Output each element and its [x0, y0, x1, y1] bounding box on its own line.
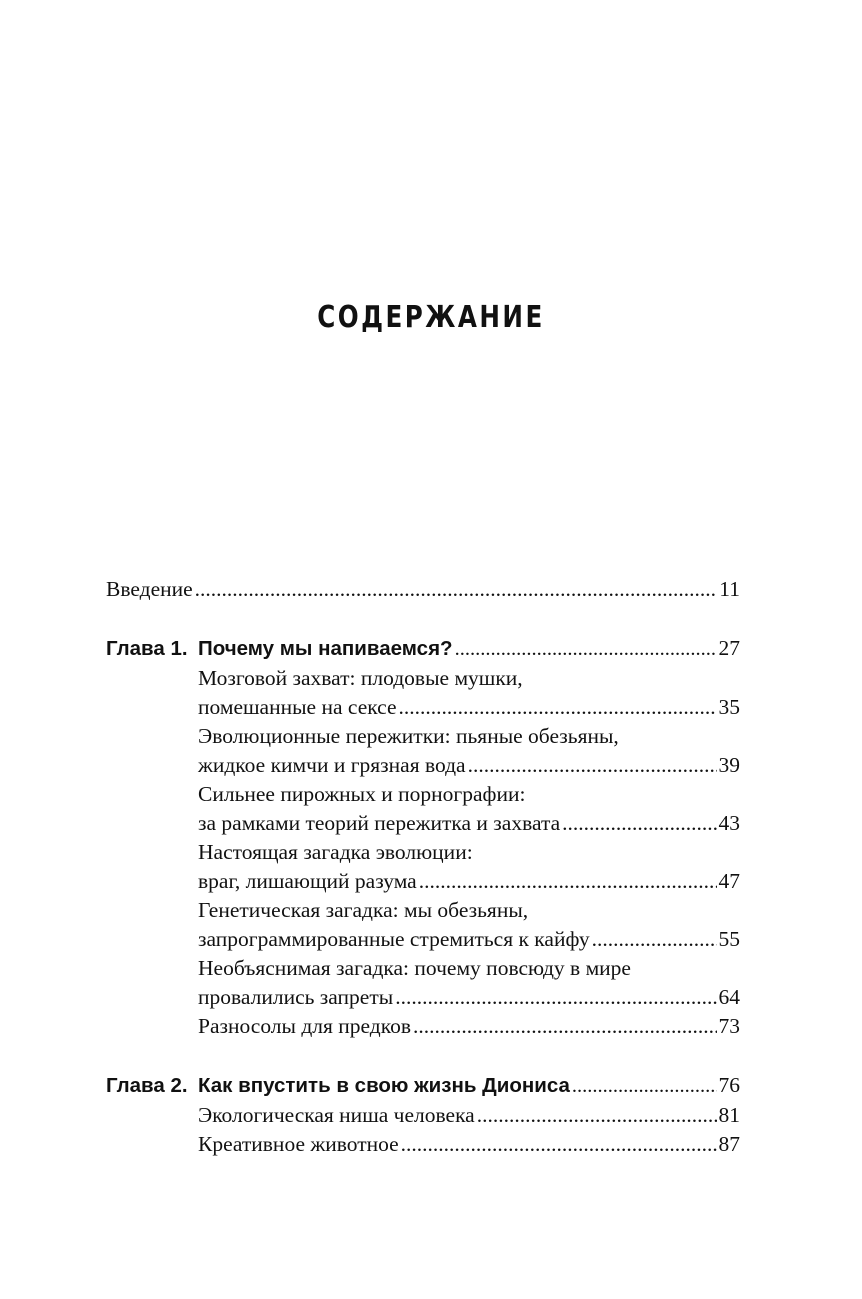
- dot-leader: [477, 1101, 717, 1130]
- section-title-line1: Сильнее пирожных и порнографии:: [198, 782, 526, 806]
- toc-page-number: 11: [719, 577, 740, 601]
- toc-page-number: 73: [718, 1014, 740, 1038]
- dot-leader: [195, 573, 718, 605]
- dot-leader: [401, 1130, 717, 1159]
- section-title: Креативное животное: [198, 1132, 399, 1156]
- section-title-line2: за рамками теорий пережитка и захвата: [198, 811, 561, 835]
- dot-leader: [468, 751, 717, 780]
- toc-section[interactable]: [106, 1012, 740, 1041]
- section-title-line2: жидкое кимчи и грязная вода: [198, 753, 466, 777]
- toc-entry-title: Введение: [106, 577, 193, 601]
- section-title-line1: Настоящая загадка эволюции:: [198, 840, 473, 864]
- dot-leader: [395, 983, 716, 1012]
- dot-leader: [399, 693, 717, 722]
- dot-leader: [419, 867, 717, 896]
- section-title-line2: враг, лишающий разума: [198, 869, 417, 893]
- toc-page-number: 47: [718, 869, 740, 893]
- chapter-label: Глава 1.: [106, 637, 188, 660]
- page-title: СОДЕРЖАНИЕ: [317, 300, 545, 335]
- toc-section[interactable]: [106, 1101, 740, 1130]
- dot-leader: [562, 809, 716, 838]
- section-title-line1: Генетическая загадка: мы обезьяны,: [198, 898, 529, 922]
- dot-leader: [592, 925, 717, 954]
- toc-section[interactable]: [106, 664, 740, 722]
- toc-section[interactable]: [106, 722, 740, 780]
- chapter-title: Как впустить в свою жизнь Диониса: [198, 1074, 570, 1097]
- toc-page-number: 27: [718, 636, 740, 660]
- toc-entry-intro[interactable]: [106, 573, 740, 605]
- section-title-line1: Эволюционные пережитки: пьяные обезьяны,: [198, 724, 619, 748]
- dot-leader: [413, 1012, 717, 1041]
- section-title: Разносолы для предков: [198, 1014, 411, 1038]
- toc-page-number: 64: [718, 985, 740, 1009]
- section-title-line1: Необъяснимая загадка: почему повсюду в мире: [198, 956, 631, 980]
- toc-section[interactable]: [106, 954, 740, 1012]
- toc-page-number: 87: [718, 1132, 740, 1156]
- toc-section[interactable]: [106, 896, 740, 954]
- section-title-line1: Мозговой захват: плодовые мушки,: [198, 666, 523, 690]
- toc-page-number: 81: [718, 1103, 740, 1127]
- toc-page-number: 76: [718, 1073, 740, 1097]
- toc-page-number: 55: [718, 927, 740, 951]
- dot-leader: [572, 1070, 717, 1102]
- section-title-line2: запрограммированные стремиться к кайфу: [198, 927, 590, 951]
- dot-leader: [455, 633, 717, 665]
- chapter-title: Почему мы напиваемся?: [198, 637, 453, 660]
- section-title: Экологическая ниша человека: [198, 1103, 475, 1127]
- toc-section[interactable]: [106, 1130, 740, 1159]
- toc-page-number: 43: [718, 811, 740, 835]
- toc-page-number: 35: [718, 695, 740, 719]
- toc-section[interactable]: [106, 838, 740, 896]
- section-title-line2: провалились запреты: [198, 985, 394, 1009]
- toc-page-number: 39: [718, 753, 740, 777]
- toc-section[interactable]: [106, 780, 740, 838]
- toc-chapter-2[interactable]: [106, 1069, 740, 1101]
- table-of-contents: [106, 573, 740, 1159]
- toc-chapter-1[interactable]: [106, 632, 740, 664]
- section-title-line2: помешанные на сексе: [198, 695, 397, 719]
- chapter-label: Глава 2.: [106, 1074, 188, 1097]
